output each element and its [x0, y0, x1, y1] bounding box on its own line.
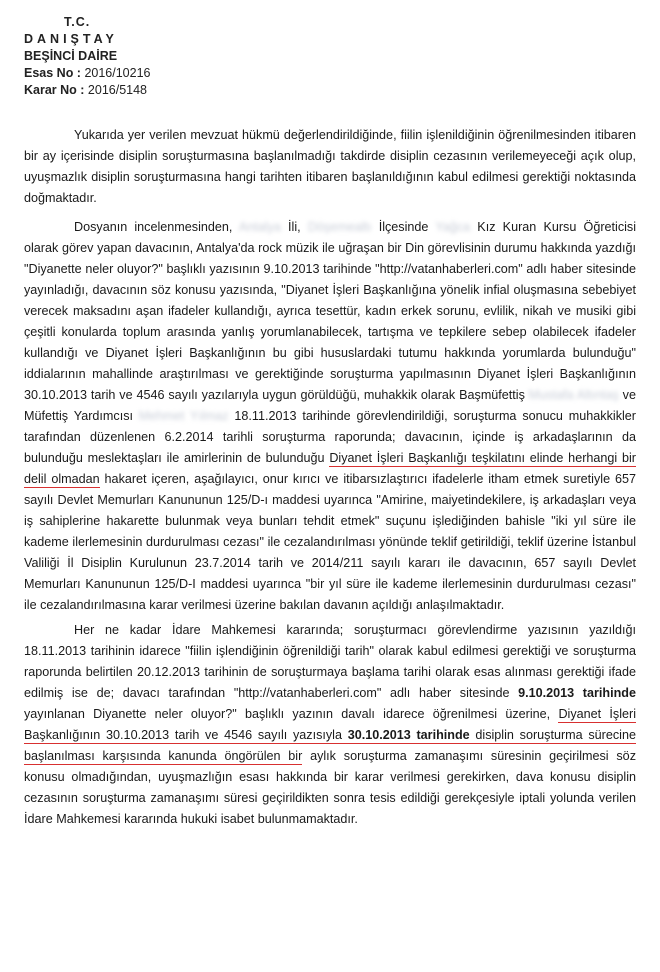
esas-value: 2016/10216 — [80, 66, 151, 80]
text-segment: Dosyanın incelenmesinden, — [74, 220, 239, 234]
text-segment: 18.11.2013 tarihinde görevlendirildiği, soruşturma sonucu muhakkikler tarafından düzenlenen 6.2.2014 tarihli soruşturma raporunda; davacının, içinde iş arkadaşlarının da bulunduğu meslektaşları ile amirlerinin de bulunduğu — [24, 409, 636, 465]
underlined-text: disiplin soruşturma sürecine başlanılması karşısında kanunda öngörülen bir — [24, 728, 636, 763]
chamber-name: BEŞİNCİ DAİRE — [24, 49, 118, 63]
text-segment: Her ne kadar İdare Mahkemesi kararında; soruşturmacı görevlendirme yazısının yazıldığı 18.11.2013 tarihinin idarece "fiilin işlendiğinin öğrenildiği tarih" olarak kabul edilmesi gerektiği ve soruşturma raporunda belirtilen 20.12.2013 tarihinin de soruşturmaya başlama tarihi olarak esas alınması gerektiği ifade edilmiş ise de; davacı tarafından "http://vatanhaberleri.com" adlı haber sitesinde — [24, 623, 636, 700]
text-segment: aylık soruşturma zamanaşımı süresinin geçirilmesi söz konusu olmadığından, uyuşmazlığın esası hakkında bir karar verilmesi gerekirken, dava konusu disiplin cezasının soruşturma zamanaşımı süresi geçirildikten sonra tesis edildiği gerekçesiyle iptali yolunda verilen İdare Mahkemesi kararında hukuki isabet bulunmamaktadır. — [24, 749, 636, 826]
bold-date: 9.10.2013 tarihinde — [518, 686, 636, 700]
text-segment: İlçesinde — [371, 220, 436, 234]
paragraph-3 — [24, 620, 636, 830]
underlined-text: Diyanet İşleri Başkanlığının 30.10.2013 tarih ve 4546 sayılı yazısıyla — [24, 707, 637, 742]
karar-value: 2016/5148 — [84, 83, 147, 97]
redacted-text: Mehmet Yılmaz — [138, 409, 229, 423]
esas-label: Esas No : — [24, 66, 81, 80]
text-segment: hakaret içeren, aşağılayıcı, onur kırıcı ve itibarsızlaştırıcı ifadelerle itham etmek suretiyle 657 sayılı Devlet Memurları Kanununun 125/D-ı maddesi uyarınca "Amirine, maiyetindekilere, iş arkadaşları veya iş sahiplerine hakarette bulunmak veya bunları tehdit etmek" suçunu işlediğinden bahisle "iki yıl süre ile kademe ilerlemesinin durdurulması cezası" ile cezalandırılması yönünde teklif getirildiği, teklif üzerine İstanbul Valiliği İl Disiplin Kurulunun 23.7.2014 tarih ve 2014/211 sayılı kararı ile davacının, 657 sayılı Devlet Memurları Kanununun 125/D-I maddesi uyarınca "bir yıl süre ile kademe ilerlemesinin durdurulması cezası" ile cezalandırılmasına karar verilmesi üzerine bakılan davanın açıldığı anlaşılmaktadır. — [24, 472, 636, 612]
esas-number — [24, 65, 150, 82]
paragraph-1: Yukarıda yer verilen mevzuat hükmü değerlendirildiğinde, fiilin işlenildiğinin öğrenilmesinden itibaren bir ay içerisinde disiplin soruşturmasına başlanılmadığı takdirde disiplin cezasının verilemeyeceği açık olup, uyuşmazlık disiplin soruşturmasına hangi tarihten itibaren başlanıldığının kabul edilmesi gerektiği noktasında doğmaktadır. — [24, 128, 636, 205]
text-segment: İli, — [280, 220, 308, 234]
underlined-bold-date: 30.10.2013 tarihinde — [347, 728, 470, 742]
redacted-text: Mustafa Altıntaş — [528, 388, 619, 402]
redacted-text: Döşemealtı — [307, 220, 372, 234]
document-body — [24, 125, 636, 834]
karar-number — [24, 82, 150, 99]
document-header — [24, 14, 150, 99]
text-segment: ve Müfettiş Yardımcısı — [24, 388, 636, 423]
text-segment: Kız Kuran Kursu Öğreticisi olarak görev yapan davacının, Antalya'da rock müzik ile uğraşan bir Din görevlisinin durumu hakkında yazdığı "Diyanette neler oluyor?" başlıklı yazısının 9.10.2013 tarihinde "http://vatanhaberleri.com" adlı haber sitesinde yayınladığı, davacının söz konusu yazısında, "Diyanet İşleri Başkanlığına yönelik infial oluşmasına sebebiyet verecek maksadını aşan ifadeler kullandığı, ayrıca tesettür, kadın erkek sorunu, evlilik, nikah ve musiki gibi çeşitli konularda toplum arasında yanlış yorumlanabilecek, tartışma ve tepkilere sebep olabilecek ifadeler kullandığı ve Diyanet İşleri Başkanlığının bu gibi hususlardaki tutumu hakkında yorumlarda bulunduğu" iddialarının mahallinde araştırılması ve gerektiğinde soruşturma yapılmasının Diyanet İşleri Başkanlığının 30.10.2013 tarih ve 4546 sayılı yazılarıyla uygun görüldüğü, muhakkik olarak Başmüfettiş — [24, 220, 637, 402]
karar-label: Karar No : — [24, 83, 85, 97]
republic-label: T.C. — [64, 15, 91, 29]
court-name: DANIŞTAY — [24, 32, 118, 46]
underlined-text: Diyanet İşleri Başkanlığı teşkilatını elinde herhangi bir delil olmadan — [24, 451, 636, 486]
text-segment: yayınlanan Diyanette neler oluyor?" başlıklı yazının davalı idarece öğrenilmesi üzerine, — [24, 707, 559, 721]
redacted-text: Yağca — [435, 220, 471, 234]
paragraph-2 — [24, 217, 636, 616]
redacted-text: Antalya — [238, 220, 281, 234]
